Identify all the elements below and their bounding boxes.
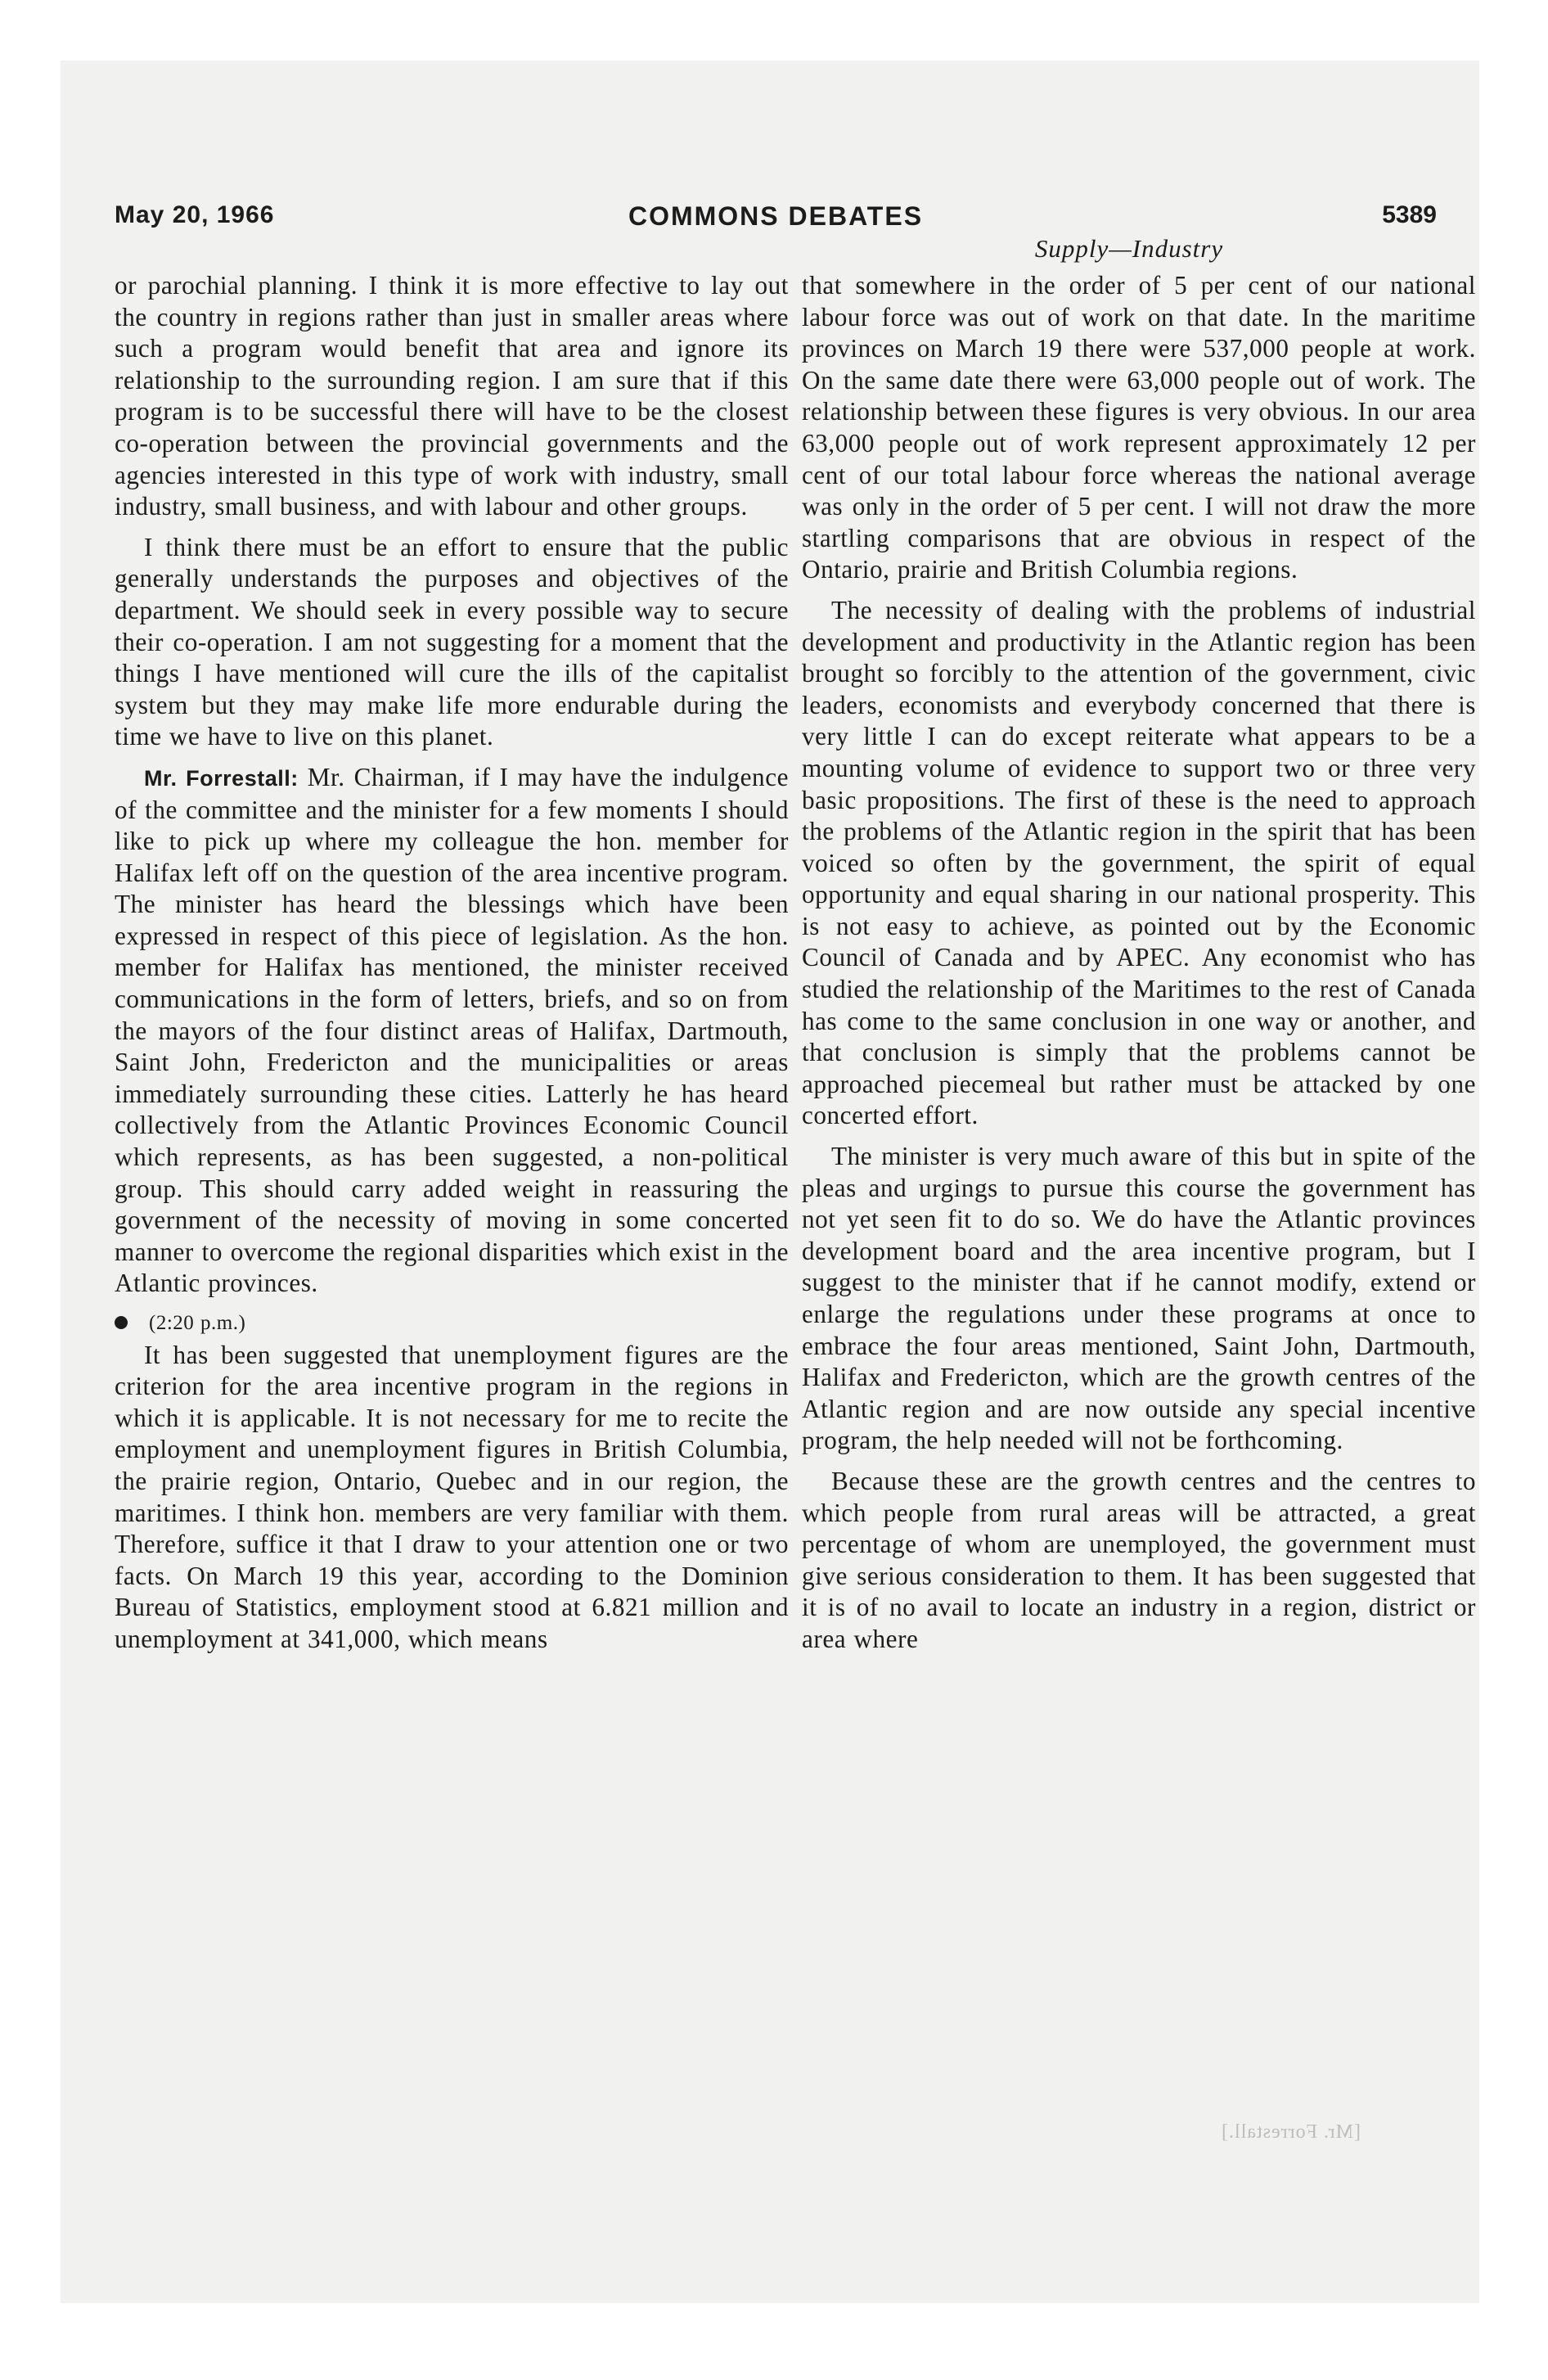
right-paragraph-1: that somewhere in the order of 5 per cent of our national labour force was out of work on that date. In the maritime provinces on March 19 there were 537,000 people at work. On the same date there were 63,000 people out of work. The relationship between these figures is very obvious. In our area 63,000 people out of work represent approximately 12 per cent of our total labour force whereas the national average was only in the order of 5 per cent. I will not draw the more startling comparisons that are obvious in respect of the Ontario, prairie and British Columbia regions. bbox=[802, 271, 1476, 584]
header-title: COMMONS DEBATES bbox=[628, 201, 924, 231]
right-column bbox=[802, 270, 1476, 1656]
mirrored-footer-mark: [Mr. Forrestall.] bbox=[1221, 2121, 1361, 2143]
time-stamp-text: (2:20 p.m.) bbox=[149, 1312, 246, 1334]
right-paragraph-2: The necessity of dealing with the problems of industrial development and productivity in the Atlantic region has been brought so forcibly to the attention of the government, civic leaders, economists and everybody concerned that there is very little I can do except reiterate what appears to be a mounting volume of evidence to support two or three very basic propositions. The first of these is the need to approach the problems of the Atlantic region in the spirit that has been voiced so often by the government, the spirit of equal opportunity and equal sharing in our national prosperity. This is not easy to achieve, as pointed out by the Economic Council of Canada and by APEC. Any economist who has studied the relationship of the Maritimes to the rest of Canada has come to the same conclusion in one way or another, and that conclusion is simply that the problems cannot be approached piecemeal but rather must be attacked by one concerted effort. bbox=[802, 595, 1476, 1130]
left-paragraph-3 bbox=[115, 762, 789, 1300]
right-paragraph-3: The minister is very much aware of this but in spite of the pleas and urgings to pursue this course the government has not yet seen fit to do so. We do have the Atlantic provinces development board and the area incentive program, but I suggest to the minister that if he cannot modify, extend or enlarge the regulations under these programs at once to embrace the four areas mentioned, Saint John, Dartmouth, Halifax and Fredericton, which are the growth centres of the Atlantic region and are now outside any special incentive program, the help needed will not be forthcoming. bbox=[802, 1142, 1476, 1455]
left-column bbox=[115, 270, 789, 1656]
left-paragraph-2: I think there must be an effort to ensure that the public generally understands the purposes and objectives of the department. We should seek in every possible way to secure their co-operation. I am not suggesting for a moment that the things I have mentioned will cure the ills of the capitalist system but they may make life more endurable during the time we have to live on this planet. bbox=[115, 532, 789, 751]
left-paragraph-3-text: Mr. Chairman, if I may have the indulgence of the committee and the minister for a few moments I should like to pick up where my colleague the hon. member for Halifax left off on the question of the area incentive program. The minister has heard the blessings which have been expressed in respect of this piece of legislation. As the hon. member for Halifax has mentioned, the minister received communications in the form of letters, briefs, and so on from the mayors of the four distinct areas of Halifax, Dartmouth, Saint John, Fredericton and the municipalities or areas immediately surrounding these cities. Latterly he has heard collectively from the Atlantic Provinces Economic Council which represents, as has been suggested, a non-political group. This should carry added weight in reassuring the government of the necessity of moving in some concerted manner to overcome the regional disparities which exist in the Atlantic provinces. bbox=[115, 762, 789, 1298]
time-stamp bbox=[115, 1308, 789, 1340]
header-page-number: 5389 bbox=[1382, 201, 1437, 228]
left-paragraph-4: It has been suggested that unemployment figures are the criterion for the area incentive program in the regions in which it is applicable. It is not necessary for me to recite the employment and unemployment figures in British Columbia, the prairie region, Ontario, Quebec and in our region, the maritimes. I think hon. members are very familiar with them. Therefore, suffice it that I draw to your attention one or two facts. On March 19 this year, according to the Dominion Bureau of Statistics, employment stood at 6.821 million and unemployment at 341,000, which means bbox=[115, 1340, 789, 1653]
right-paragraph-4: Because these are the growth centres and the centres to which people from rural areas will be attracted, a great percentage of whom are unemployed, the government must give serious consideration to them. It has been suggested that it is of no avail to locate an industry in a region, district or area where bbox=[802, 1466, 1476, 1653]
section-subheading: Supply—Industry bbox=[1034, 234, 1224, 263]
header-date: May 20, 1966 bbox=[115, 201, 275, 228]
bullet-icon bbox=[115, 1316, 128, 1329]
speaker-name: Mr. Forrestall: bbox=[144, 765, 299, 791]
left-paragraph-1: or parochial planning. I think it is more effective to lay out the country in regions rather than just in smaller areas where such a program would benefit that area and ignore its relationship to the surrounding region. I am sure that if this program is to be successful there will have to be the closest co-operation between the provincial governments and the agencies interested in this type of work with industry, small industry, small business, and with labour and other groups. bbox=[115, 271, 789, 521]
